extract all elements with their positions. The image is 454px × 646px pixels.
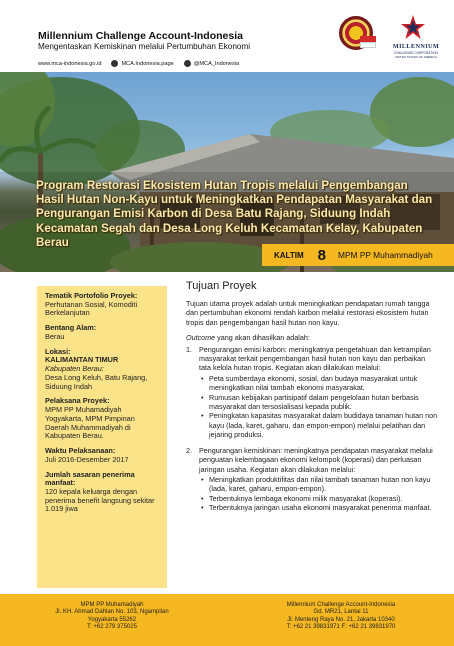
- target-label: Jumlah sasaran penerima manfaat:: [45, 469, 135, 488]
- footer-address-right: Millennium Challenge Account-Indonesia Gd. MR21, Lantai 11 Jl. Menteng Raya No. 21, Jakarta 10340 T: +62 21 39831971 F: +62 21 39831970: [286, 602, 396, 631]
- implementer-block: [45, 397, 159, 441]
- outcome-number: 1.: [186, 344, 192, 354]
- list-item: • Peta sumberdaya ekonomi, sosial, dan budaya masyarakat untuk meningkatkan nilai tambah ekonomi masyarakat.: [201, 373, 418, 393]
- location-villages: Desa Long Keluh, Batu Rajang, Siduung Indah: [45, 372, 148, 391]
- list-item: • Meningkatkan produktifitas dan nilai tambah tanaman hutan non kayu (lada, karet, gaharu, empon-empon).: [201, 474, 431, 494]
- outcome-item: [186, 446, 438, 513]
- twitter-link[interactable]: @MCA_Indonesia: [184, 60, 239, 67]
- project-number: 8: [317, 246, 326, 264]
- landscape-value: Berau: [45, 331, 65, 341]
- bullet-icon: •: [201, 493, 204, 503]
- contact-row: [38, 60, 338, 67]
- bullet-icon: •: [201, 373, 204, 383]
- outcome-list: [186, 345, 438, 513]
- region-label: KALTIM: [274, 250, 304, 260]
- portfolio-label: Tematik Portofolio Proyek:: [45, 291, 138, 300]
- twitter-icon: [184, 60, 191, 67]
- location-block: [45, 348, 159, 392]
- bullet-icon: •: [201, 474, 204, 484]
- outcome-number: 2.: [186, 445, 192, 455]
- header: [0, 0, 454, 72]
- bullet-icon: •: [201, 411, 204, 421]
- outcome-item: [186, 345, 438, 440]
- list-item: • Terbentuknya jaringan usaha ekonomi masyarakat penerima manfaat.: [201, 503, 432, 513]
- target-value: 120 kepala keluarga dengan penerima benefit langsung sekitar 1.019 jiwa: [45, 486, 155, 514]
- activity-list: [199, 475, 438, 513]
- location-regency: Kabupaten Berau:: [45, 363, 104, 373]
- outcome-intro: [186, 333, 438, 342]
- target-block: [45, 471, 159, 515]
- mcc-name: MILLENNIUM: [392, 43, 440, 50]
- list-item: • Peningkatan kapasitas masyarakat dalam budidaya tanaman hutan non kayu (lada, karet, gaharu, dan empon-empon) melalui pelatihan dan jejaring produksi.: [201, 411, 438, 440]
- outcome-text: Pengurangan kemiskinan: meningkatnya pendapatan masyarakat melalui penguatan kelembagaan ekonomi kelompok (koperasi) dan perluasan jaringan usaha. Kegiatan akan dilakukan melalui:: [199, 445, 433, 474]
- implementer-value: MPM PP Muhamadiyah Yogyakarta, MPM Pimpinan Daerah Muhammadiyah di Kabupaten Berau.: [45, 404, 135, 441]
- website-link[interactable]: www.mca-indonesia.go.id: [38, 60, 102, 67]
- footer: [0, 594, 454, 646]
- location-province: KALIMANTAN TIMUR: [45, 355, 119, 365]
- outcome-word: Outcome: [186, 333, 216, 343]
- bullet-icon: •: [201, 503, 204, 513]
- project-tag-bar: [262, 244, 454, 266]
- mcc-corp: CHALLENGE CORPORATION: [394, 51, 438, 55]
- list-item: • Terbentuknya lembaga ekonomi milik masyarakat (koperasi).: [201, 493, 403, 503]
- outcome-rest: yang akan dihasilkan adalah:: [215, 333, 310, 343]
- lead-paragraph: Tujuan utama proyek adalah untuk meningkatkan pendapatan rumah tangga dan pertumbuhan ekonomi rendah karbon melalui restorasi ekosistem hutan tropis dan pengembangan hasil hutan non kayu.: [186, 299, 430, 327]
- time-block: [45, 447, 159, 464]
- activity-list: [199, 374, 438, 440]
- mcc-star-logo: [400, 14, 426, 40]
- section-heading: Tujuan Proyek: [186, 280, 257, 292]
- time-value: Juli 2016-Desember 2017: [45, 454, 129, 464]
- main-content: [186, 280, 438, 519]
- list-item: • Rumusan kebijakan partisipatif dalam pengelolaan hutan berbasis masyarakat dan tersosialisasi kepada publik.: [201, 392, 419, 412]
- landscape-label: Bentang Alam:: [45, 323, 97, 333]
- implementer-name: MPM PP Muhammadiyah: [337, 250, 433, 260]
- portfolio-block: [45, 292, 159, 318]
- implementer-label: Pelaksana Proyek:: [45, 396, 110, 406]
- org-subtitle: Mengentaskan Kemiskinan melalui Pertumbuhan Ekonomi: [38, 42, 251, 51]
- portfolio-value: Perhutanan Sosial, Komoditi Berkelanjutan: [45, 299, 138, 318]
- bullet-icon: •: [201, 392, 204, 402]
- facebook-link[interactable]: MCA.Indonesia.page: [111, 60, 173, 67]
- mcc-country: UNITED STATES OF AMERICA: [394, 55, 438, 59]
- location-label: Lokasi:: [45, 346, 71, 356]
- time-label: Waktu Pelaksanaan:: [45, 446, 116, 456]
- indonesia-flag-icon: [360, 36, 376, 48]
- facebook-icon: [111, 60, 118, 67]
- org-title: Millennium Challenge Account-Indonesia: [38, 30, 243, 42]
- project-info-sidebar: [37, 286, 167, 588]
- landscape-block: [45, 324, 159, 341]
- footer-address-left: MPM PP Muhamadiyah Jl. KH. Ahmad Dahlan No. 103, Ngampilan Yogyakarta 55262 T: +62 279 375025: [55, 602, 169, 631]
- outcome-text: Pengurangan emisi karbon: meningkatnya pengetahuan dan ketrampilan masyarakat terkait pengembangan hasil hutan non kayu dan perbaikan tata kelola hutan tropis. Kegiatan akan dilakukan melalui:: [199, 344, 431, 373]
- project-title: Program Restorasi Ekosistem Hutan Tropis melalui Pengembangan Hasil Hutan Non-Kayu untuk Meningkatkan Pendapatan Masyarakat dan Pengurangan Emisi Karbon di Desa Batu Rajang, Siduung Indah Kecamatan Segah dan Desa Long Keluh Kecamatan Kelay, Kabupaten Berau: [36, 179, 433, 249]
